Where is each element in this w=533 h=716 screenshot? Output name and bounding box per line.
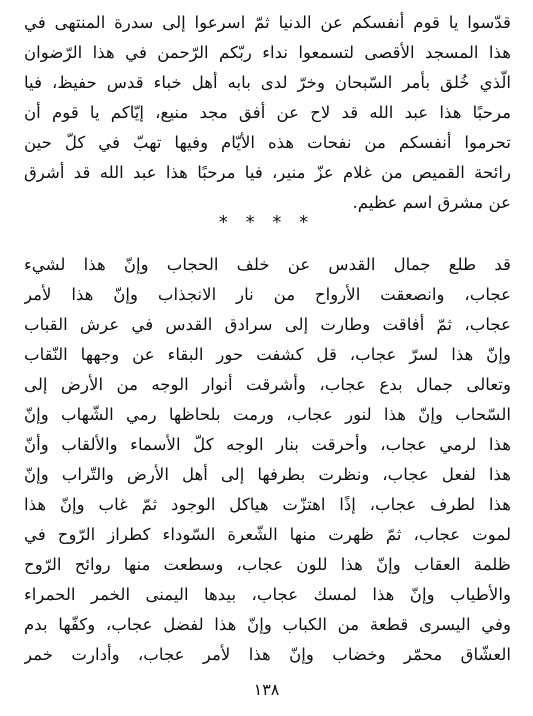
- text-line: وإنّ هذا لسرّ عجاب، قل كشفت حور البقاء عن وجهها النّقاب: [24, 345, 511, 364]
- text-line: وتعالى جمال بدع عجاب، وأشرقت أنوار الوجه من الأرض إلى: [24, 375, 511, 394]
- text-line: الّذي خُلق بأمر السّبحان وخرّ لدى بابه أهل خباء قدس حفيظ، فيا: [24, 73, 511, 92]
- section-separator: * * * *: [218, 212, 315, 233]
- text-line: عجاب، وانصعقت الأرواح من نار الانجذاب وإنّ هذا لأمر: [24, 285, 511, 304]
- text-line: رائحة القميص من غلام عزّ منير، فيا مرحبًا هذا عبد الله قد أشرق: [24, 163, 511, 182]
- text-line: لموت عجاب، ثمّ ظهرت منها الشّعرة السّوداء كطراز الرّوح في: [24, 525, 511, 544]
- text-line: هذا لطرف عجاب، إذًا اهتزّت هياكل الوجود ثمّ غاب وإنّ هذا: [24, 495, 511, 514]
- page-number: ١٣٨: [253, 680, 280, 699]
- text-line: هذا المسجد الأقصى لتسمعوا نداء ربّكم الرّحمن في هذا الرّضوان: [24, 43, 511, 62]
- text-line: هذا لرمي عجاب، وأحرقت بنار الوجه كلّ الأسماء والألقاب وأنّ: [24, 435, 511, 454]
- text-line: هذا لفعل عجاب، ونظرت بطرفها إلى أهل الأرض والتّراب وإنّ: [24, 465, 511, 484]
- text-line: مرحبًا هذا عبد الله قد لاح عن أفق مجد منيع، إيّاكم يا قوم أن: [24, 103, 511, 122]
- text-line: عجاب، ثمّ أفاقت وطارت إلى سرادق القدس في عرش القباب: [24, 315, 511, 334]
- text-line: السّحاب وإنّ هذا لنور عجاب، ورمت بلحاظها رمي الشّهاب وإنّ: [24, 405, 511, 424]
- text-line: عن مشرق اسم عظيم.: [352, 193, 511, 212]
- text-line: قد طلع جمال القدس عن خلف الحجاب وإنّ هذا لشيء: [24, 255, 511, 274]
- paragraph-2: [24, 250, 511, 670]
- text-line: والأطياب وإنّ هذا لمسك عجاب، بيدها اليمنى الخمر الحمراء: [24, 585, 511, 604]
- text-line: تحرموا أنفسكم من نفحات هذه الأيّام وفيها تهبّ في كلّ حين: [24, 133, 511, 152]
- text-line: العشّاق محمّر وخضاب وإنّ هذا لأمر عجاب، وأدارت خمر: [24, 645, 511, 664]
- text-line: وفي اليسرى قطعة من الكباب وإنّ هذا لفضل عجاب، وكفّها بدم: [24, 615, 511, 634]
- paragraph-1: [24, 8, 511, 218]
- text-line: قدّسوا يا قوم أنفسكم عن الدنيا ثمّ اسرعوا إلى سدرة المنتهى في: [24, 13, 511, 32]
- text-line: ظلمة العقاب وإنّ هذا للون عجاب، وسطعت منها روائح الرّوح: [24, 555, 511, 574]
